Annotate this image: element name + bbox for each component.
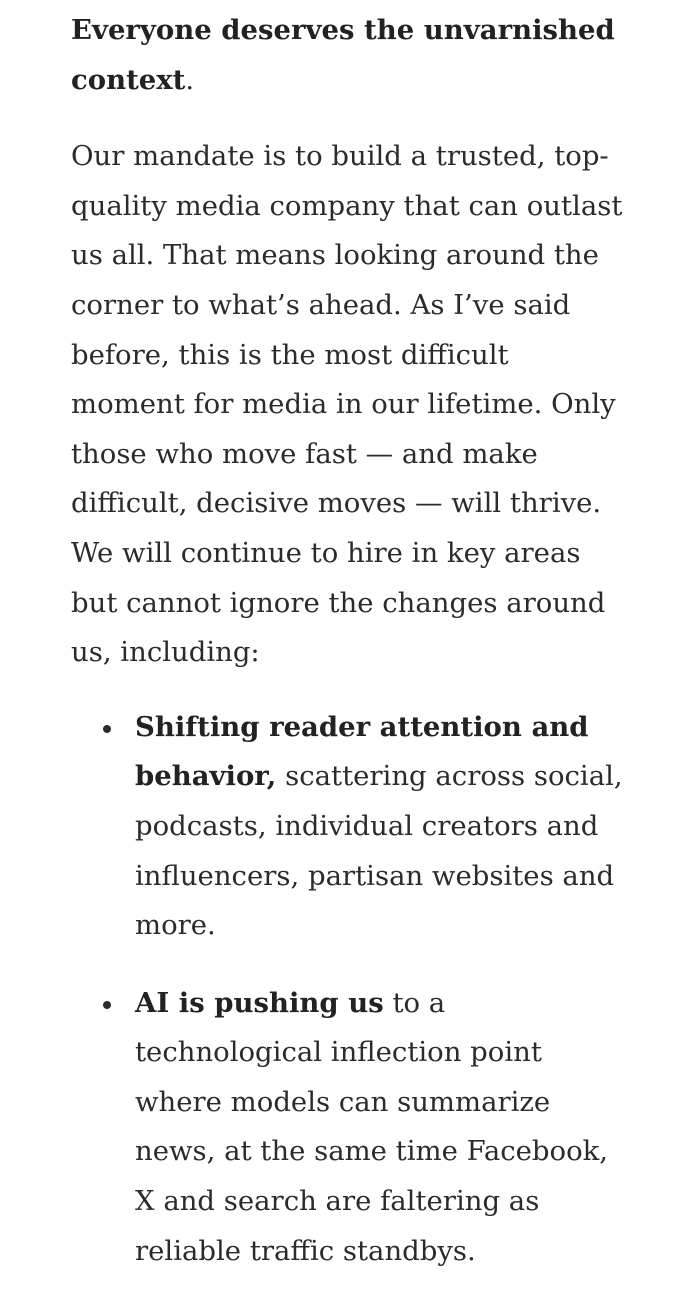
intro-period: . <box>185 63 195 96</box>
changes-list <box>71 703 631 1277</box>
list-item-bold: AI is pushing us <box>135 986 384 1019</box>
body-paragraph: Our mandate is to build a trusted, top-quality media company that can outlast us all. That means looking around the corner to what’s ahead. As I’ve said before, this is the most difficult moment for media in our lifetime. Only those who move fast — and make difficult, decisive moves — will thrive. We will continue to hire in key areas but cannot ignore the changes around us, including: <box>71 140 623 669</box>
intro-statement <box>71 6 631 105</box>
intro-bold-text: Everyone deserves the unvarnished context <box>71 14 615 96</box>
bullet-icon <box>103 1001 111 1009</box>
list-item <box>71 703 631 951</box>
list-item <box>71 979 631 1277</box>
list-item-bold: Shifting reader attention and behavior, <box>135 710 589 793</box>
bullet-icon <box>103 725 111 733</box>
list-item-text: to a technological inflection point where models can summarize news, at the same time Facebook, X and search are faltering as reliable traffic standbys. <box>135 986 609 1267</box>
article-body <box>71 6 631 1304</box>
list-item-text: scattering across social, podcasts, individual creators and influencers, partisan websites and more. <box>135 760 623 942</box>
